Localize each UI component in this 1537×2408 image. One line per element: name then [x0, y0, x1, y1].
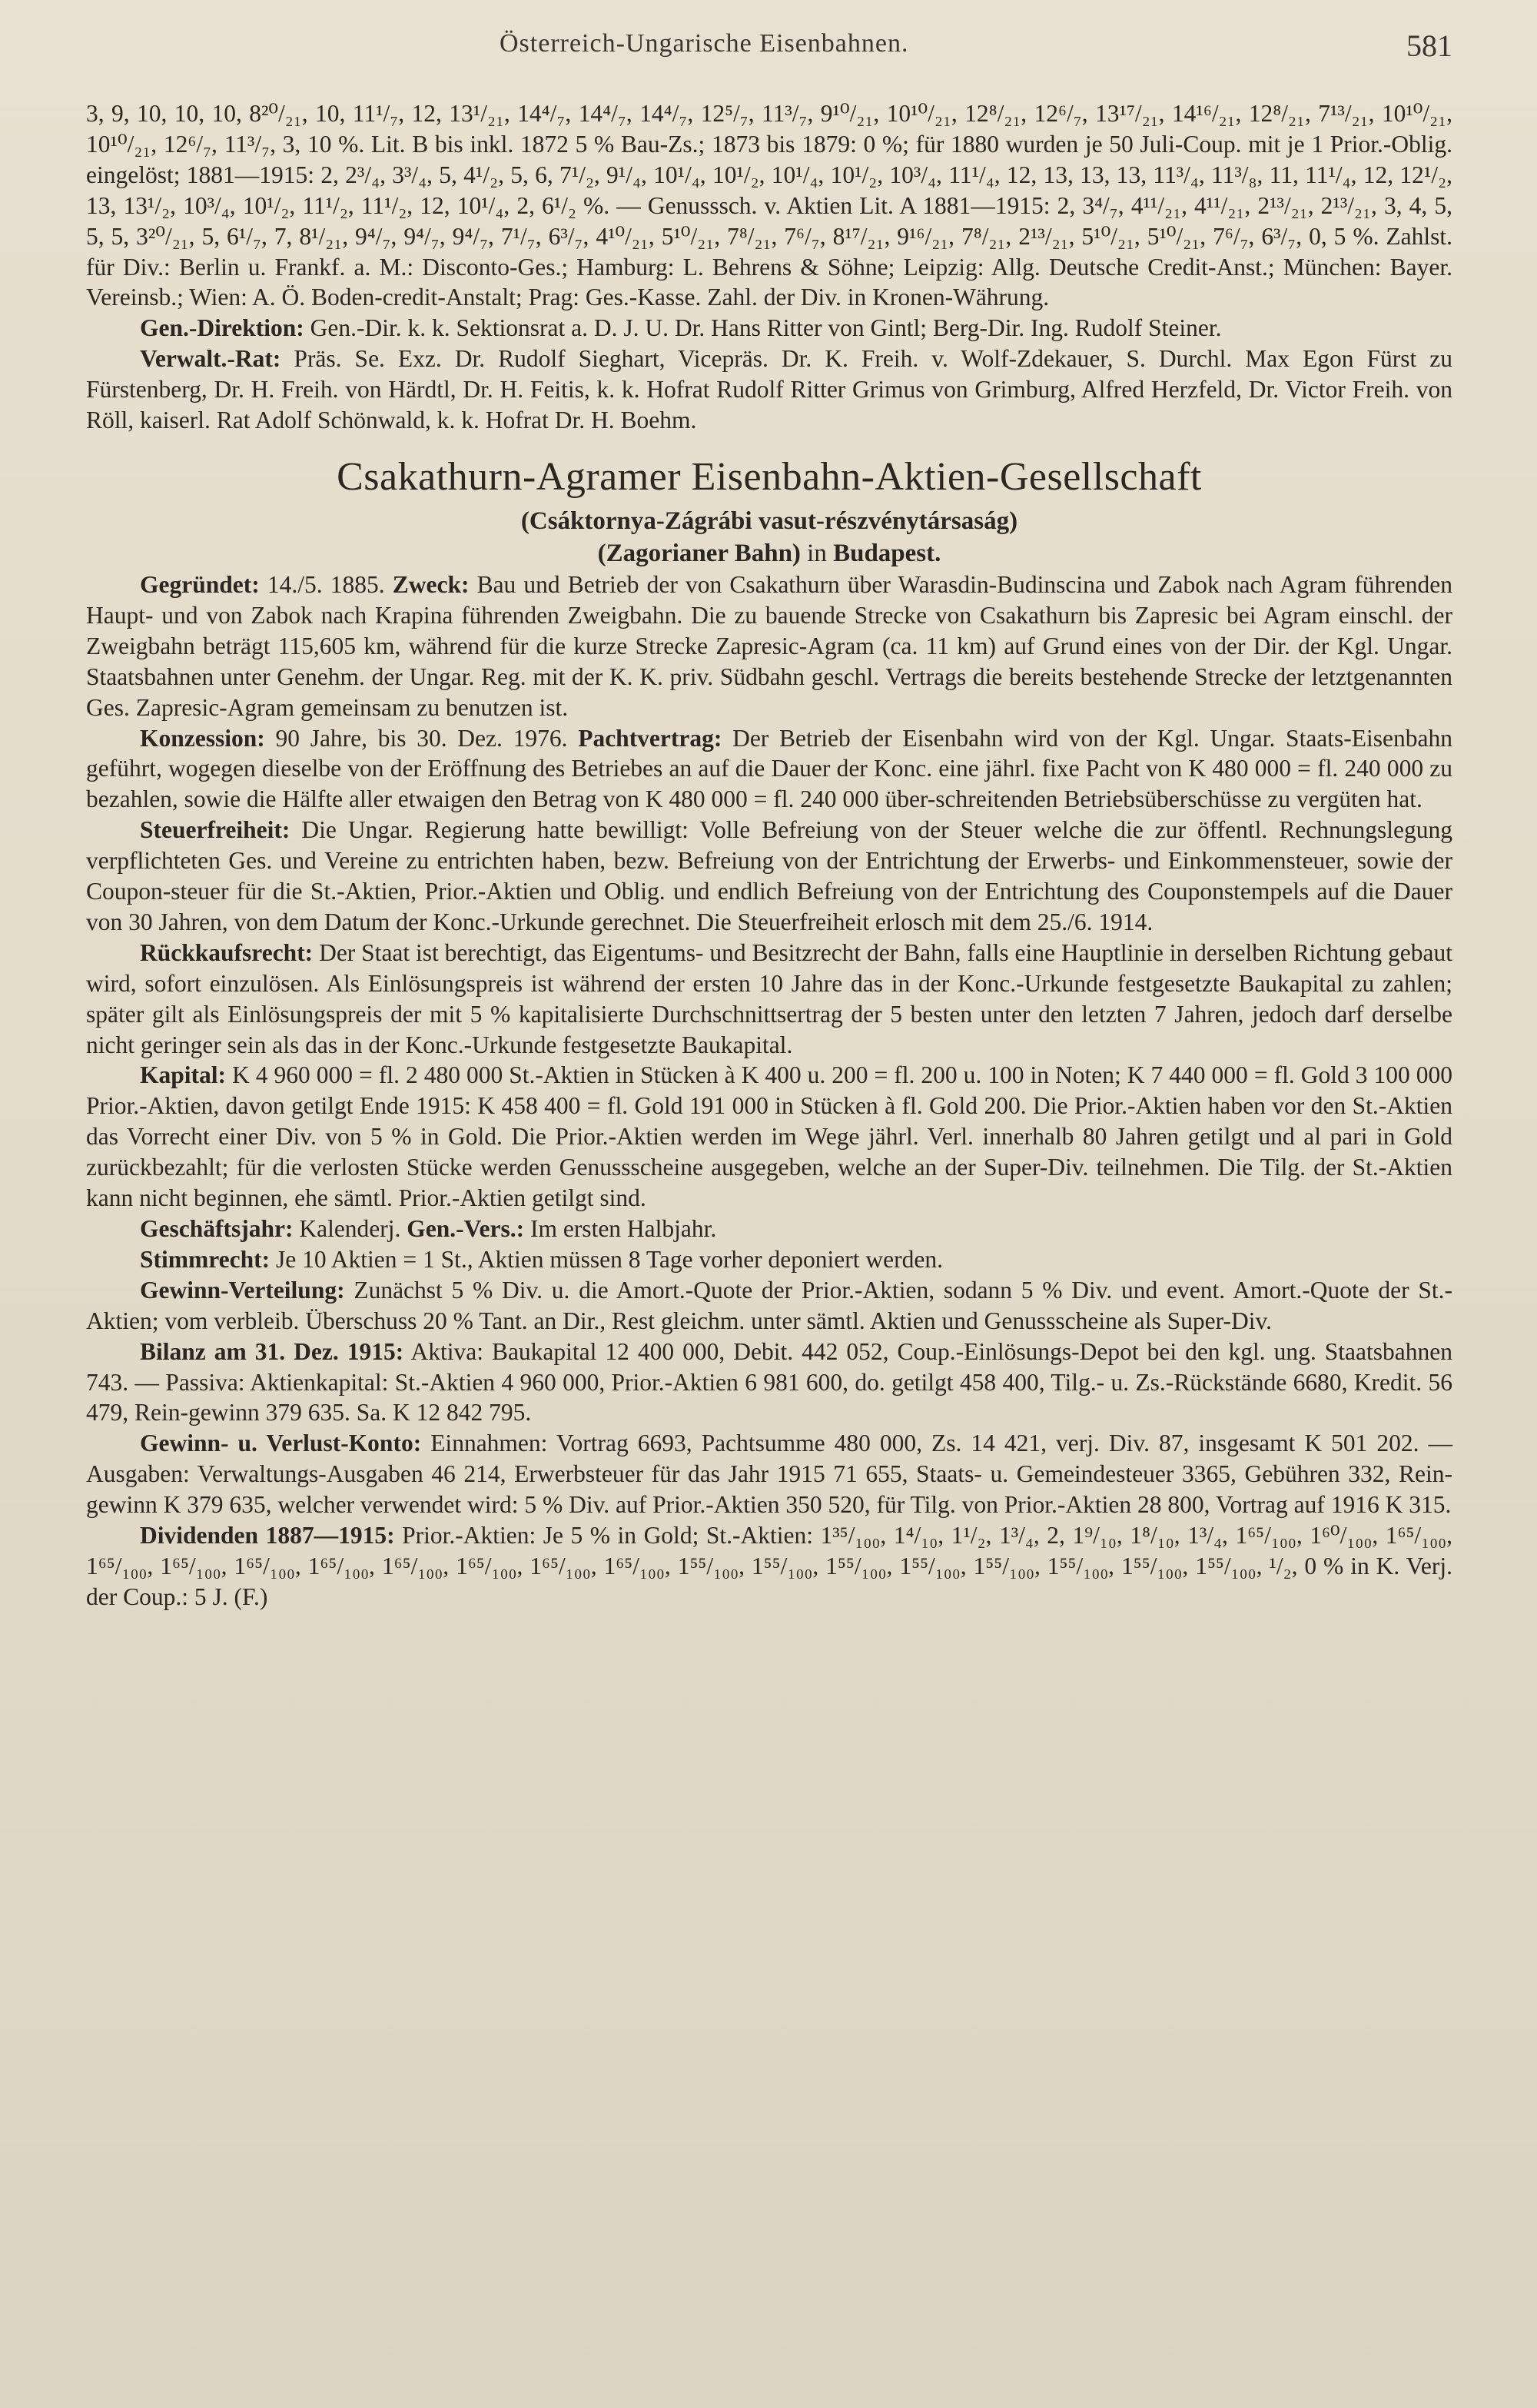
gewinn-verlust-paragraph	[86, 1428, 1452, 1520]
bilanz-label: Bilanz am 31. Dez. 1915:	[140, 1337, 404, 1365]
gen-direktion-text: Gen.-Dir. k. k. Sektionsrat a. D. J. U. Dr. Hans Ritter von Gintl; Berg-Dir. Ing. Rudolf Steiner.	[310, 314, 1222, 342]
verwaltungsrat-text: Präs. Se. Exz. Dr. Rudolf Sieghart, Vicepräs. Dr. K. Freih. v. Wolf-Zdekauer, S. Durchl. Max Egon Fürst zu Fürstenberg, Dr. H. Freih. von Härdtl, Dr. H. Feitis, k. k. Hofrat Rudolf Ritter Grimus von Grimburg, Alfred Herzfeld, Dr. Victor Freih. von Röll, kaiserl. Rat Adolf Schönwald, k. k. Hofrat Dr. H. Boehm.	[86, 345, 1452, 434]
gewinn-verteilung-label: Gewinn-Verteilung:	[140, 1276, 345, 1304]
dividenden-label: Dividenden 1887—1915:	[140, 1522, 395, 1549]
verwaltungsrat-paragraph	[86, 344, 1452, 436]
zweck-text: Bau und Betrieb der von Csakathurn über Warasdin-Budinscina und Zabok nach Agram führenden Haupt- und von Zabok nach Krapina führenden Zweigbahn. Die zu bauende Strecke von Csakathurn bis Zapresic bei Agram einschl. der Zweigbahn beträgt 115,605 km, während für die kurze Strecke Zapresic-Agram (ca. 11 km) auf Grund eines von der Dir. der Kgl. Ungar. Staatsbahnen unter Genehm. der Ungar. Reg. mit der K. K. priv. Südbahn geschl. Vertrags die bereits bestehende Strecke der letztgenannten Ges. Zapresic-Agram gemeinsam zu benutzen ist.	[86, 570, 1452, 721]
gegruendet-label: Gegründet:	[140, 570, 260, 598]
zweck-label: Zweck:	[392, 570, 470, 598]
kapital-text: K 4 960 000 = fl. 2 480 000 St.-Aktien in Stücken à K 400 u. 200 = fl. 200 u. 100 in Noten; K 7 440 000 = fl. Gold 3 100 000 Prior.-Aktien, davon getilgt Ende 1915: K 458 400 = fl. Gold 191 000 in Stücken à fl. Gold 200. Die Prior.-Aktien haben vor den St.-Aktien das Vorrecht einer Div. von 5 % in Gold. Die Prior.-Aktien werden im Wege jährl. Verl. innerhalb 80 Jahren getilgt und al pari in Gold zurückbezahlt; für die verlosten Stücke werden Genussscheine ausgegeben, welche an der Super-Div. teilnehmen. Die Tilg. der St.-Aktien kann nicht beginnen, ehe sämtl. Prior.-Aktien getilgt sind.	[86, 1061, 1452, 1212]
dividenden-paragraph	[86, 1520, 1452, 1613]
steuerfreiheit-text: Die Ungar. Regierung hatte bewilligt: Volle Befreiung von der Steuer welche die zur öffentl. Rechnungslegung verpflichteten Ges. und Vereine zu entrichten haben, bezw. Befreiung von der Entrichtung der Erwerbs- und Einkommensteuer, sowie der Coupon-steuer für die St.-Aktien, Prior.-Aktien und Oblig. und endlich Befreiung von der Entrichtung des Couponstempels auf die Dauer von 30 Jahren, von dem Datum der Konc.-Urkunde gerechnet. Die Steuerfreiheit erlosch mit dem 25./6. 1914.	[86, 816, 1452, 935]
company-city: Budapest.	[833, 539, 941, 567]
gegruendet-zweck-paragraph	[86, 570, 1452, 723]
geschaeftsjahr-label: Geschäftsjahr:	[140, 1215, 294, 1242]
page-body	[86, 98, 1452, 1613]
gen-direktion-label: Gen.-Direktion:	[140, 314, 304, 342]
steuerfreiheit-paragraph	[86, 815, 1452, 938]
konzession-text: 90 Jahre, bis 30. Dez. 1976.	[264, 724, 579, 752]
pachtvertrag-label: Pachtvertrag:	[578, 724, 722, 752]
gewinn-verlust-label: Gewinn- u. Verlust-Konto:	[140, 1430, 422, 1457]
gen-direktion-paragraph	[86, 313, 1452, 344]
gewinn-verlust-text: Einnahmen: Vortrag 6693, Pachtsumme 480 000, Zs. 14 421, verj. Div. 87, insgesamt K 501 202. — Ausgaben: Verwaltungs-Ausgaben 46 214, Erwerbsteuer für das Jahr 1915 71 655, Staats- u. Gemeindesteuer 3365, Gebühren 332, Rein-gewinn K 379 635, welcher verwendet wird: 5 % Div. auf Prior.-Aktien 350 520, für Tilg. von Prior.-Aktien 28 800, Vortrag auf 1916 K 315.	[86, 1430, 1452, 1519]
geschaeftsjahr-text: Kalenderj.	[293, 1215, 407, 1242]
bilanz-text: Aktiva: Baukapital 12 400 000, Debit. 442 052, Coup.-Einlösungs-Depot bei den kgl. ung. Staatsbahnen 743. — Passiva: Aktienkapital: St.-Aktien 4 960 000, Prior.-Aktien 6 981 600, do. getilgt 458 400, Tilg.- u. Zs.-Rückstände 6680, Kredit. 56 479, Rein-gewinn 379 635. Sa. K 12 842 795.	[86, 1337, 1452, 1427]
company-in: in	[800, 539, 834, 567]
stimmrecht-paragraph	[86, 1244, 1452, 1275]
rueckkaufsrecht-paragraph	[86, 938, 1452, 1061]
gegruendet-text: 14./5. 1885.	[259, 570, 393, 598]
gewinn-verteilung-text: Zunächst 5 % Div. u. die Amort.-Quote der Prior.-Aktien, sodann 5 % Div. und event. Amort.-Quote der St.-Aktien; vom verbleib. Überschuss 20 % Tant. an Dir., Rest gleichm. unter sämtl. Aktien und Genussscheine als Super-Div.	[86, 1276, 1452, 1334]
kapital-paragraph	[86, 1060, 1452, 1214]
company-subtitle-hungarian: (Csáktornya-Zágrábi vasut-részvénytársaság)	[520, 507, 1018, 535]
rueckkaufsrecht-label: Rückkaufsrecht:	[140, 938, 314, 966]
dividenden-text: Prior.-Aktien: Je 5 % in Gold; St.-Aktien: 1³⁵/₁₀₀, 1⁴/₁₀, 1¹/₂, 1³/₄, 2, 1⁹/₁₀, 1⁸/₁₀, 1³/₄, 1⁶⁵/₁₀₀, 1⁶⁰/₁₀₀, 1⁶⁵/₁₀₀, 1⁶⁵/₁₀₀, 1⁶⁵/₁₀₀, 1⁶⁵/₁₀₀, 1⁶⁵/₁₀₀, 1⁶⁵/₁₀₀, 1⁶⁵/₁₀₀, 1⁶⁵/₁₀₀, 1⁶⁵/₁₀₀, 1⁵⁵/₁₀₀, 1⁵⁵/₁₀₀, 1⁵⁵/₁₀₀, 1⁵⁵/₁₀₀, 1⁵⁵/₁₀₀, 1⁵⁵/₁₀₀, 1⁵⁵/₁₀₀, 1⁵⁵/₁₀₀, ¹/₂, 0 % in K. Verj. der Coup.: 5 J. (F.)	[86, 1522, 1453, 1610]
gewinn-verteilung-paragraph	[86, 1275, 1452, 1337]
verwaltungsrat-label: Verwalt.-Rat:	[140, 345, 281, 373]
company-title: Csakathurn-Agramer Eisenbahn-Aktien-Gesellschaft	[337, 454, 1202, 499]
prev-dividends-paragraph: 3, 9, 10, 10, 10, 8²⁰/₂₁, 10, 11¹/₇, 12, 13¹/₂₁, 14⁴/₇, 14⁴/₇, 14⁴/₇, 12⁵/₇, 11³/₇, 9¹⁰/₂₁, 10¹⁰/₂₁, 12⁸/₂₁, 12⁶/₇, 13¹⁷/₂₁, 14¹⁶/₂₁, 12⁸/₂₁, 7¹³/₂₁, 10¹⁰/₂₁, 10¹⁰/₂₁, 12⁶/₇, 11³/₇, 3, 10 %. Lit. B bis inkl. 1872 5 % Bau-Zs.; 1873 bis 1879: 0 %; für 1880 wurden je 50 Juli-Coup. mit je 1 Prior.-Oblig. eingelöst; 1881—1915: 2, 2³/₄, 3³/₄, 5, 4¹/₂, 5, 6, 7¹/₂, 9¹/₄, 10¹/₄, 10¹/₂, 10¹/₄, 10¹/₂, 10³/₄, 11¹/₄, 12, 13, 13, 13, 11³/₄, 11³/₈, 11, 11¹/₄, 12, 12¹/₂, 13, 13¹/₂, 10³/₄, 10¹/₂, 11¹/₂, 11¹/₂, 12, 10¹/₄, 2, 6¹/₂ %. — Genusssch. v. Aktien Lit. A 1881—1915: 2, 3⁴/₇, 4¹¹/₂₁, 4¹¹/₂₁, 2¹³/₂₁, 2¹³/₂₁, 3, 4, 5, 5, 5, 3²⁰/₂₁, 5, 6¹/₇, 7, 8¹/₂₁, 9⁴/₇, 9⁴/₇, 9⁴/₇, 7¹/₇, 6³/₇, 4¹⁰/₂₁, 5¹⁰/₂₁, 7⁸/₂₁, 7⁶/₇, 8¹⁷/₂₁, 9¹⁶/₂₁, 7⁸/₂₁, 2¹³/₂₁, 5¹⁰/₂₁, 5¹⁰/₂₁, 7⁶/₇, 6³/₇, 0, 5 %. Zahlst. für Div.: Berlin u. Frankf. a. M.: Disconto-Ges.; Hamburg: L. Behrens & Söhne; Leipzig: Allg. Deutsche Credit-Anst.; München: Bayer. Vereinsb.; Wien: A. Ö. Boden-credit-Anstalt; Prag: Ges.-Kasse. Zahl. der Div. in Kronen-Währung.	[86, 100, 1452, 311]
page-number: 581	[1406, 28, 1452, 63]
kapital-label: Kapital:	[140, 1061, 227, 1089]
gen-vers-label: Gen.-Vers.:	[407, 1215, 525, 1242]
company-alias: (Zagorianer Bahn)	[597, 539, 801, 567]
company-subtitle-location	[86, 537, 1452, 570]
geschaeftsjahr-paragraph	[86, 1214, 1452, 1244]
konzession-label: Konzession:	[140, 724, 265, 752]
running-title: Österreich-Ungarische Eisenbahnen.	[500, 29, 909, 58]
stimmrecht-label: Stimmrecht:	[140, 1245, 271, 1273]
pachtvertrag-text: Der Betrieb der Eisenbahn wird von der Kgl. Ungar. Staats-Eisenbahn geführt, wogegen dieselbe von der Eröffnung des Betriebes an auf die Dauer der Konc. eine jährl. fixe Pacht von K 480 000 = fl. 240 000 zu bezahlen, sowie die Hälfte aller etwaigen den Betrag von K 480 000 = fl. 240 000 über-schreitenden Betriebsüberschüsse zu vergüten hat.	[86, 724, 1453, 813]
stimmrecht-text: Je 10 Aktien = 1 St., Aktien müssen 8 Tage vorher deponiert werden.	[270, 1245, 943, 1273]
rueckkaufsrecht-text: Der Staat ist berechtigt, das Eigentums- und Besitzrecht der Bahn, falls eine Hauptlinie in derselben Richtung gebaut wird, sofort einzulösen. Als Einlösungspreis ist während der ersten 10 Jahre das in der Konc.-Urkunde festgesetzte Baukapital zu zahlen; später gilt als Einlösungspreis der mit 5 % kapitalisierte Durchschnittsertrag der 5 besten unter den letzten 7 Jahren, jedoch darf derselbe nicht geringer sein als das in der Konc.-Urkunde festgesetzte Baukapital.	[86, 938, 1452, 1058]
bilanz-paragraph	[86, 1337, 1452, 1429]
steuerfreiheit-label: Steuerfreiheit:	[140, 816, 290, 844]
gen-vers-text: Im ersten Halbjahr.	[524, 1215, 717, 1242]
konzession-paragraph	[86, 723, 1452, 815]
page-header	[138, 22, 1452, 68]
